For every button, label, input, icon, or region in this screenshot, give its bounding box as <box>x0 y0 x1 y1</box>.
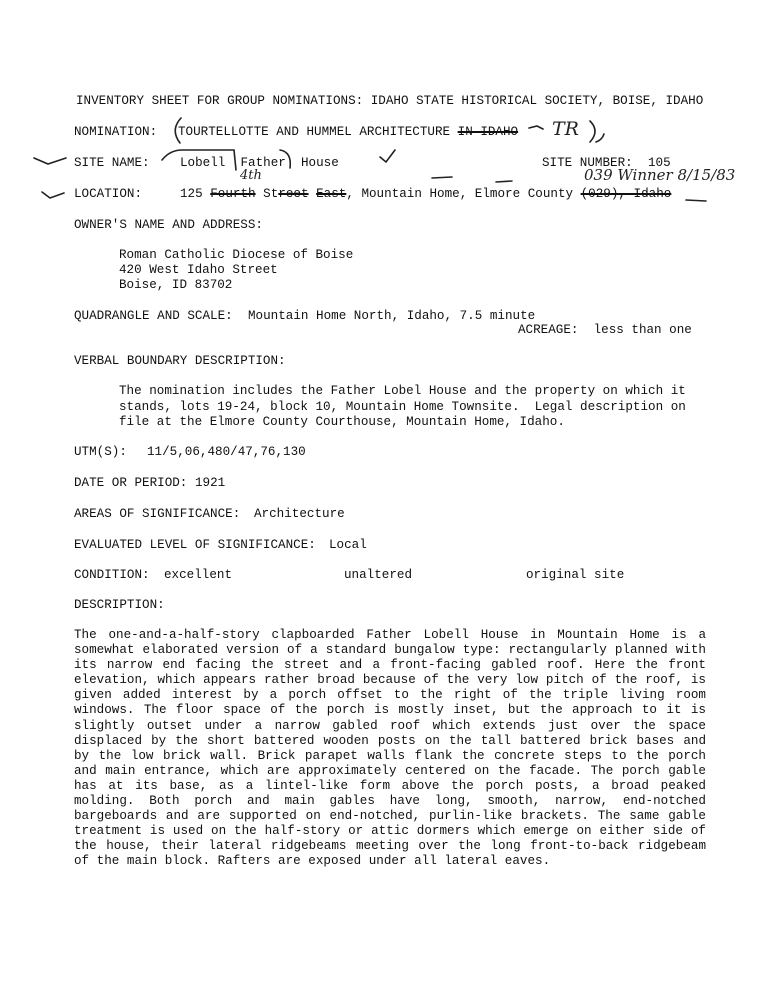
location-label: LOCATION: <box>74 187 143 201</box>
quad-label: QUADRANGLE AND SCALE: <box>74 309 233 323</box>
dash-mark <box>496 181 512 182</box>
condition-value-1: excellent <box>164 568 233 582</box>
location-struck-street: Fourth <box>210 187 256 201</box>
acreage-label: ACREAGE: <box>518 323 579 337</box>
check-mark <box>380 150 395 162</box>
site-name-part3: House <box>300 156 339 170</box>
quad-value: Mountain Home North, Idaho, 7.5 minute <box>248 309 536 323</box>
description-label: DESCRIPTION: <box>74 598 165 612</box>
site-name-bracket-mark <box>162 150 236 170</box>
boundary-line: stands, lots 19-24, block 10, Mountain Home Townsite. Legal description on <box>119 400 686 414</box>
location-struck-east: East <box>316 187 347 201</box>
site-number-label: SITE NUMBER: <box>542 156 633 170</box>
nomination-value-text: TOURTELLOTTE AND HUMMEL ARCHITECTURE <box>178 125 451 139</box>
location-st: St <box>263 187 279 201</box>
site-number-value: 105 <box>648 156 671 170</box>
site-name-part2: Father <box>240 156 286 170</box>
boundary-line: The nomination includes the Father Lobel House and the property on which it <box>119 384 686 398</box>
owner-line: Roman Catholic Diocese of Boise <box>119 248 354 262</box>
owner-line: 420 West Idaho Street <box>119 263 278 277</box>
description-text: The one-and-a-half-story clapboarded Father Lobell House in Mountain Home is a somewhat elaborated version of a standard bungalow type: rectangularly planned with its narrow end facing the street and a front-facing gabled roof. Here the front elevation, which appears rather broad because of the very low pitch of the roof, is given added interest by a porch offset to the right of the triple living room windows. The floor space of the porch is mostly inset, but the approach to it is slightly outset under a narrow gabled roof which extends just over the space displaced by the short battered wooden posts on the tall battered brick bases and by the low brick wall. Brick parapet walls flank the concrete steps to the porch and main entrance, which are approximately centered on the facade. The porch gable has at its base, as a lintel-like form above the porch posts, a broad peaked molding. Both porch and main gables have long, smooth, narrow, end-notched bargeboards and are supported on end-notched, purlin-like brackets. The same gable treatment is used on the half-story or attic dormers which emerge on either side of the house, their lateral ridgebeams meeting over the long front-to-back ridgebeam of the main block. Rafters are exposed under all lateral eaves. <box>74 628 706 869</box>
site-name-part1: Lobell <box>180 156 226 170</box>
level-value: Local <box>329 538 367 552</box>
site-name-bracket-mark <box>280 150 290 168</box>
arrow-mark <box>686 200 706 201</box>
areas-label: AREAS OF SIGNIFICANCE: <box>74 507 241 521</box>
location-number: 125 <box>180 187 203 201</box>
location-struck-code: (029), Idaho <box>580 187 672 201</box>
owner-line: Boise, ID 83702 <box>119 278 233 292</box>
bracket-open-mark <box>175 118 181 143</box>
handwritten-4th: 4th <box>240 168 262 183</box>
bracket-close-mark <box>590 121 595 142</box>
condition-value-2: unaltered <box>344 568 413 582</box>
utm-label: UTM(S): <box>74 445 127 459</box>
squiggle-mark <box>529 126 543 129</box>
page-title: INVENTORY SHEET FOR GROUP NOMINATIONS: IDAHO STATE HISTORICAL SOCIETY, BOISE, IDAHO <box>76 94 704 108</box>
level-label: EVALUATED LEVEL OF SIGNIFICANCE: <box>74 538 316 552</box>
handwritten-tr: TR <box>552 118 579 140</box>
boundary-label: VERBAL BOUNDARY DESCRIPTION: <box>74 354 286 368</box>
acreage-value: less than one <box>593 323 692 337</box>
nomination-struck-text: IN IDAHO <box>457 125 519 139</box>
nomination-label: NOMINATION: <box>74 125 158 139</box>
check-mark <box>34 158 66 164</box>
location-rest: , Mountain Home, Elmore County <box>346 187 574 201</box>
site-name-label: SITE NAME: <box>74 156 150 170</box>
handwritten-winner: 039 Winner 8/15/83 <box>584 166 736 184</box>
utm-value: 11/5,06,480/47,76,130 <box>147 445 306 459</box>
owner-label: OWNER'S NAME AND ADDRESS: <box>74 218 263 232</box>
areas-value: Architecture <box>254 507 345 521</box>
location-struck-reet: reet <box>278 187 309 201</box>
hook-mark <box>596 134 604 142</box>
boundary-line: file at the Elmore County Courthouse, Mountain Home, Idaho. <box>119 415 565 429</box>
condition-label: CONDITION: <box>74 568 150 582</box>
date-label: DATE OR PERIOD: <box>74 476 188 490</box>
date-value: 1921 <box>195 476 226 490</box>
condition-value-3: original site <box>526 568 625 582</box>
dash-mark <box>432 177 452 178</box>
check-mark <box>42 192 64 198</box>
